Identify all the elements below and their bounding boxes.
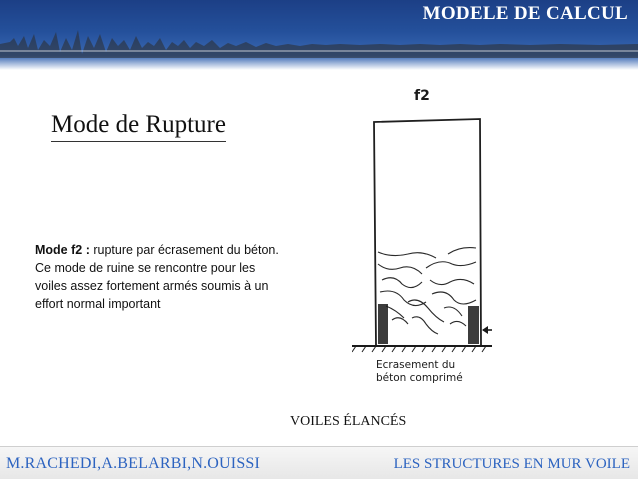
sub-caption: VOILES ÉLANCÉS bbox=[290, 414, 407, 429]
header-title: MODELE DE CALCUL bbox=[422, 3, 628, 24]
footer bbox=[0, 446, 638, 479]
wall-crushing-diagram bbox=[352, 84, 492, 394]
section-title: Mode de Rupture bbox=[51, 110, 226, 142]
figure-caption bbox=[376, 359, 486, 385]
footer-authors: M.RACHEDI,A.BELARBI,N.OUISSI bbox=[6, 455, 261, 472]
description-body: rupture par écrasement du béton. Ce mode de ruine se rencontre pour les voiles assez fortement armés soumis à un effort normal important bbox=[35, 243, 279, 311]
figure-caption-line1: Ecrasement du bbox=[376, 359, 456, 371]
description-label: Mode f2 : bbox=[35, 243, 90, 257]
description-text bbox=[35, 241, 287, 313]
footer-course: LES STRUCTURES EN MUR VOILE bbox=[393, 456, 630, 472]
figure-label: f2 bbox=[414, 88, 430, 104]
header-banner bbox=[0, 0, 638, 70]
figure-caption-line2: béton comprimé bbox=[376, 372, 463, 384]
